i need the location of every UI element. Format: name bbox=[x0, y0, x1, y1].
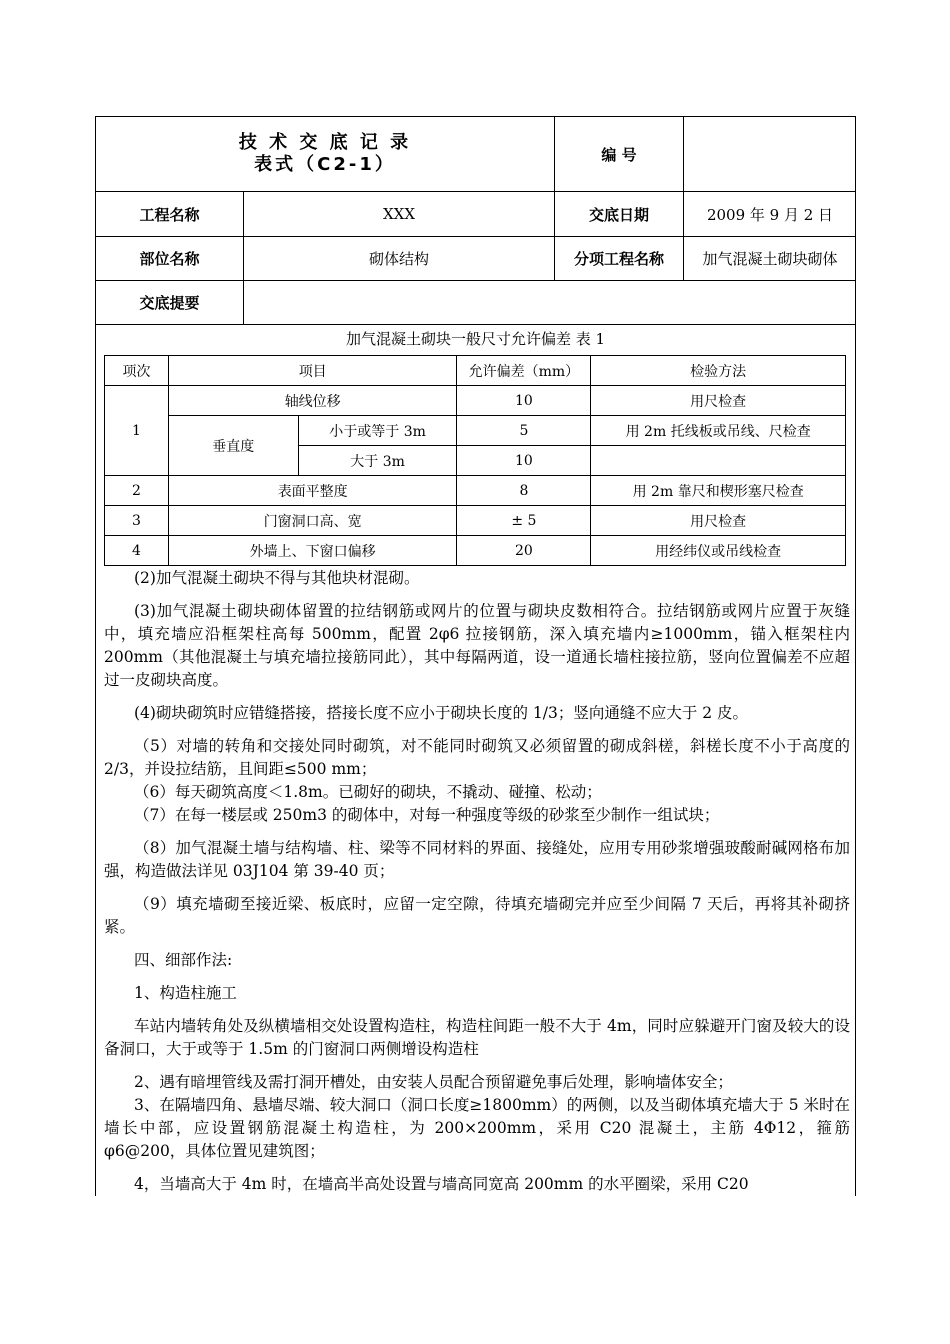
table-row bbox=[105, 506, 846, 536]
table-cell: ± 5 bbox=[457, 506, 591, 536]
subproject-label: 分项工程名称 bbox=[555, 237, 684, 280]
table-cell: 垂直度 bbox=[168, 416, 298, 476]
paragraph: （8）加气混凝土墙与结构墙、柱、梁等不同材料的界面、接缝处，应用专用砂浆增强玻酸耐碱网格布加强，构造做法详见 03J104 第 39-40 页； bbox=[104, 839, 850, 880]
table-cell: 1 bbox=[105, 386, 169, 476]
table-cell: 用经纬仪或吊线检查 bbox=[591, 536, 846, 566]
paragraph: (4)砌块砌筑时应错缝搭接，搭接长度不应小于砌块长度的 1/3；竖向通缝不应大于 2 皮。 bbox=[134, 704, 749, 722]
paragraph: （9）填充墙砌至接近梁、板底时，应留一定空隙，待填充墙砌完并应至少间隔 7 天后，再将其补砌挤紧。 bbox=[104, 895, 850, 936]
subsection-heading: 1、构造柱施工 bbox=[134, 984, 237, 1002]
part-row bbox=[96, 237, 855, 281]
body-text bbox=[104, 567, 850, 1196]
date-value: 2009 年 9 月 2 日 bbox=[706, 205, 834, 224]
table-cell: 轴线位移 bbox=[168, 386, 457, 416]
table-cell bbox=[591, 446, 846, 476]
table-cell: 20 bbox=[457, 536, 591, 566]
part-label: 部位名称 bbox=[96, 237, 244, 280]
table-caption: 加气混凝土砌块一般尺寸允许偏差 表 1 bbox=[345, 330, 606, 348]
col-header: 允许偏差（mm） bbox=[457, 356, 591, 386]
number-label: 编 号 bbox=[555, 117, 684, 191]
paragraph: 3、在隔墙四角、悬墙尽端、较大洞口（洞口长度≥1800mm）的两侧，以及当砌体填充墙大于 5 米时在墙长中部，应设置钢筋混凝土构造柱，为 200×200mm，采用 C20 混凝土，主筋 4Φ12，箍筋 φ6@200，具体位置见建筑图； bbox=[104, 1096, 850, 1160]
table-row bbox=[105, 476, 846, 506]
form-title-line1: 技 术 交 底 记 录 bbox=[238, 132, 412, 153]
table-row bbox=[105, 416, 846, 446]
number-value bbox=[684, 117, 856, 191]
paragraph: 车站内墙转角处及纵横墙相交处设置构造柱，构造柱间距一般不大于 4m，同时应躲避开门窗及较大的设备洞口，大于或等于 1.5m 的门窗洞口两侧增设构造柱 bbox=[104, 1017, 850, 1058]
col-header: 检验方法 bbox=[591, 356, 846, 386]
table-cell: 外墙上、下窗口偏移 bbox=[168, 536, 457, 566]
table-row bbox=[105, 386, 846, 416]
project-row bbox=[96, 192, 855, 237]
table-cell: 10 bbox=[457, 386, 591, 416]
paragraph: (2)加气混凝土砌块不得与其他块材混砌。 bbox=[134, 569, 420, 587]
paragraph: (3)加气混凝土砌块砌体留置的拉结钢筋或网片的位置与砌块皮数相符合。拉结钢筋或网片应置于灰缝中，填充墙应沿框架柱高每 500mm，配置 2φ6 拉接钢筋，深入填充墙内≥1000mm，锚入框架柱内 200mm（其他混凝土与填充墙拉接筋同此），其中每隔两道，设一道通长墙柱接拉筋，竖向位置偏差不应超过一皮砌块高度。 bbox=[104, 602, 850, 689]
paragraph: 4，当墙高大于 4m 时，在墙高半高处设置与墙高同宽高 200mm 的水平圈梁，采用 C20 bbox=[134, 1175, 749, 1193]
paragraph: 2、遇有暗埋管线及需打洞开槽处，由安装人员配合预留避免事后处理，影响墙体安全； bbox=[134, 1073, 733, 1091]
paragraph: （7）在每一楼层或 250m3 的砌体中，对每一种强度等级的砂浆至少制作一组试块； bbox=[134, 806, 720, 824]
project-label: 工程名称 bbox=[96, 192, 244, 236]
table-cell: 3 bbox=[105, 506, 169, 536]
project-value: XXX bbox=[244, 192, 555, 236]
form-title-line2: 表式（C2-1） bbox=[254, 154, 396, 175]
summary-value bbox=[244, 281, 856, 324]
table-cell: 大于 3m bbox=[298, 446, 457, 476]
table-cell: 用尺检查 bbox=[591, 506, 846, 536]
table-row bbox=[105, 536, 846, 566]
table-cell: 8 bbox=[457, 476, 591, 506]
table-cell: 5 bbox=[457, 416, 591, 446]
part-value: 砌体结构 bbox=[244, 237, 555, 280]
paragraph: （5）对墙的转角和交接处同时砌筑，对不能同时砌筑又必须留置的砌成斜槎，斜槎长度不小于高度的 2/3，并设拉结筋，且间距≤500 mm； bbox=[104, 737, 850, 778]
table-cell: 门窗洞口高、宽 bbox=[168, 506, 457, 536]
form-frame bbox=[95, 116, 856, 1196]
section-heading: 四、细部作法: bbox=[134, 951, 233, 969]
table-cell: 2 bbox=[105, 476, 169, 506]
col-header: 项次 bbox=[105, 356, 169, 386]
date-label: 交底日期 bbox=[555, 192, 684, 236]
table-header-row bbox=[105, 356, 846, 386]
table-cell: 小于或等于 3m bbox=[298, 416, 457, 446]
table-cell: 用尺检查 bbox=[591, 386, 846, 416]
summary-label: 交底提要 bbox=[96, 281, 244, 324]
form-title bbox=[96, 117, 555, 191]
table-cell: 4 bbox=[105, 536, 169, 566]
paragraph: （6）每天砌筑高度＜1.8m。已砌好的砌块，不撬动、碰撞、松动； bbox=[134, 783, 602, 801]
summary-row bbox=[96, 281, 855, 325]
table-cell: 10 bbox=[457, 446, 591, 476]
subproject-value: 加气混凝土砌块砌体 bbox=[702, 250, 838, 268]
title-row bbox=[96, 117, 855, 192]
deviation-table bbox=[104, 355, 846, 566]
table-cell: 表面平整度 bbox=[168, 476, 457, 506]
table-cell: 用 2m 托线板或吊线、尺检查 bbox=[591, 416, 846, 446]
col-header: 项目 bbox=[168, 356, 457, 386]
table-cell: 用 2m 靠尺和楔形塞尺检查 bbox=[591, 476, 846, 506]
